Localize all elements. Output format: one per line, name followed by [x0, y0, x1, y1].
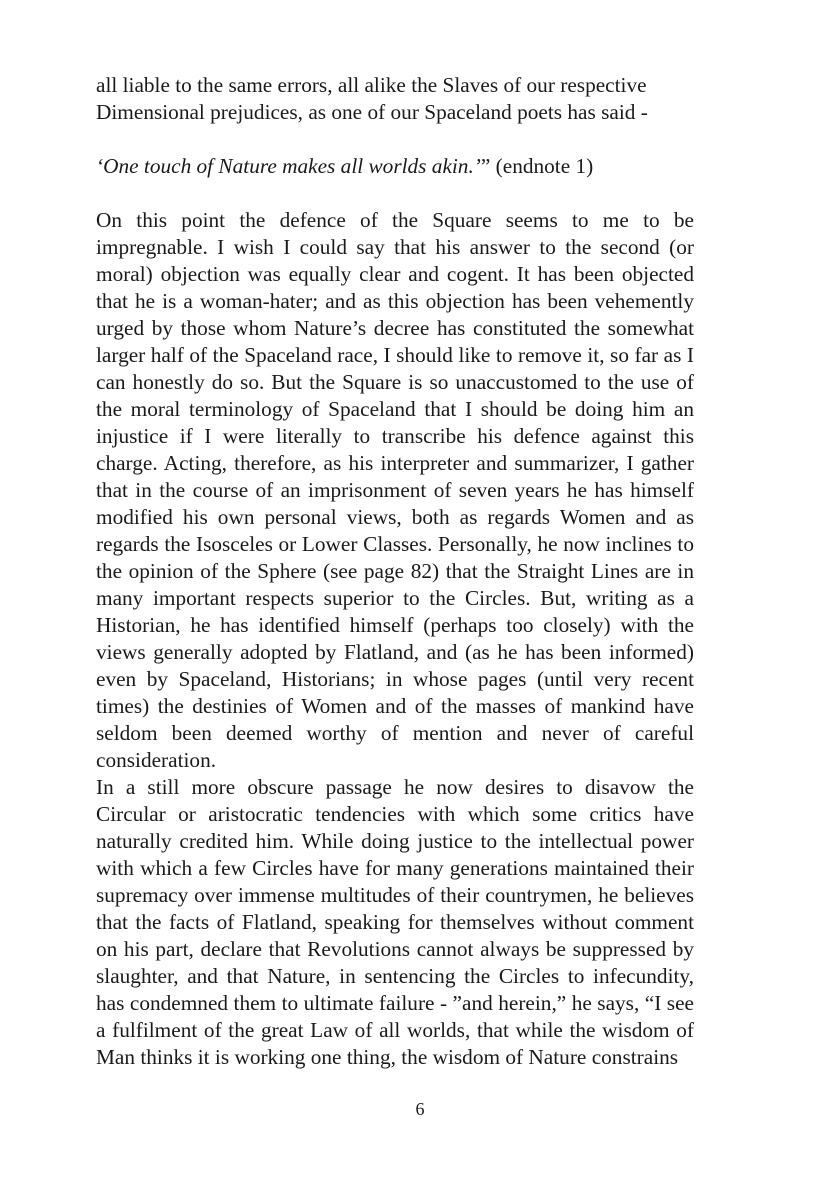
page-number: 6: [415, 1099, 425, 1119]
quote-endnote-reference: ” (endnote 1): [480, 154, 594, 178]
quote-italic-text: ‘One touch of Nature makes all worlds akin.’: [96, 154, 481, 178]
paragraph-1: all liable to the same errors, all alike the Slaves of our respective Dimensional prejudices, as one of our Spaceland poets has said -: [96, 73, 648, 124]
paragraph-2: On this point the defence of the Square seems to me to be impregnable. I wish I could say that his answer to the second (or moral) objection was equally clear and cogent. It has been objected that he is a woman-hater; and as this objection has been vehemently urged by those whom Nature’s decree has constituted the somewhat larger half of the Spaceland race, I should like to remove it, so far as I can honestly do so. But the Square is so unaccustomed to the use of the moral terminology of Spaceland that I should be doing him an injustice if I were literally to transcribe his defence against this charge. Acting, therefore, as his interpreter and summarizer, I gather that in the course of an imprisonment of seven years he has himself modified his own personal views, both as regards Women and as regards the Isosceles or Lower Classes. Personally, he now inclines to the opinion of the Sphere (see page 82) that the Straight Lines are in many important respects superior to the Circles. But, writing as a Historian, he has identified himself (perhaps too closely) with the views generally adopted by Flatland, and (as he has been informed) even by Spaceland, Historians; in whose pages (until very recent times) the destinies of Women and of the masses of mankind have seldom been deemed worthy of mention and never of careful consideration.: [96, 208, 694, 772]
paragraph-3: In a still more obscure passage he now desires to disavow the Circular or aristocratic tendencies with which some critics have naturally credited him. While doing justice to the intellectual power with which a few Circles have for many generations maintained their supremacy over immense multitudes of their countrymen, he believes that the facts of Flatland, speaking for themselves without comment on his part, declare that Revolutions cannot always be suppressed by slaughter, and that Nature, in sentencing the Circles to infecundity, has condemned them to ultimate failure - ”and herein,” he says, “I see a fulfilment of the great Law of all worlds, that while the wisdom of Man thinks it is working one thing, the wisdom of Nature constrains: [96, 775, 694, 1069]
poet-quote: [96, 153, 694, 180]
page-body: [96, 72, 694, 1071]
